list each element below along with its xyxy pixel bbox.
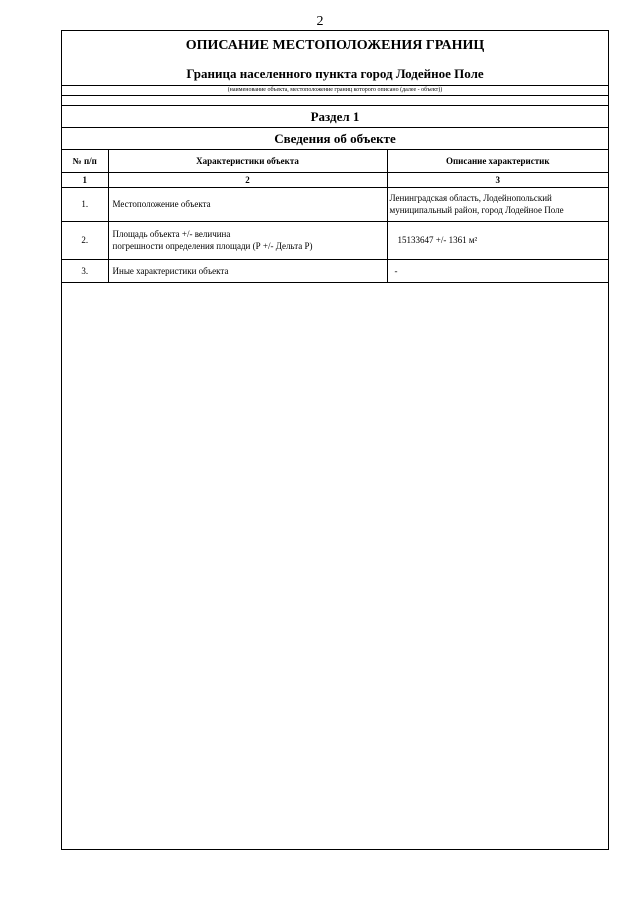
object-name: Граница населенного пункта город Лодейное Поле — [186, 66, 484, 81]
object-name-note: (наименование объекта, местоположение границ которого описано (далее - объект)) — [62, 86, 608, 96]
row-characteristic: Иные характеристики объекта — [108, 259, 387, 282]
object-info-table — [62, 150, 608, 283]
table-column-numbers-row — [62, 172, 608, 187]
row-num: 1. — [62, 187, 108, 221]
row-description: - — [387, 259, 608, 282]
description-line: Ленинградская область, Лодейнопольский — [389, 193, 552, 203]
header-characteristic: Характеристики объекта — [108, 150, 387, 172]
row-characteristic — [108, 221, 387, 259]
row-description — [387, 187, 608, 221]
header-num: № п/п — [62, 150, 108, 172]
section-title: Раздел 1 — [62, 106, 608, 128]
characteristic-line: Площадь объекта +/- величина — [112, 229, 231, 239]
spacer-row — [62, 96, 608, 106]
row-num: 3. — [62, 259, 108, 282]
page-number: 2 — [316, 14, 324, 29]
column-number-3: 3 — [387, 172, 608, 187]
row-description: 15133647 +/- 1361 м² — [387, 221, 608, 259]
column-number-1: 1 — [62, 172, 108, 187]
table-row — [62, 259, 608, 282]
document-frame — [61, 30, 609, 850]
header-description: Описание характеристик — [387, 150, 608, 172]
description-line: муниципальный район, город Лодейное Поле — [389, 205, 564, 215]
table-header-row — [62, 150, 608, 172]
column-number-2: 2 — [108, 172, 387, 187]
characteristic-line: погрешности определения площади (Р +/- Дельта Р) — [112, 241, 313, 251]
row-characteristic: Местоположение объекта — [108, 187, 387, 221]
table-row — [62, 187, 608, 221]
row-num: 2. — [62, 221, 108, 259]
table-row — [62, 221, 608, 259]
document-header — [62, 31, 608, 86]
section-subtitle: Сведения об объекте — [62, 128, 608, 150]
document-title: ОПИСАНИЕ МЕСТОПОЛОЖЕНИЯ ГРАНИЦ — [185, 38, 485, 53]
